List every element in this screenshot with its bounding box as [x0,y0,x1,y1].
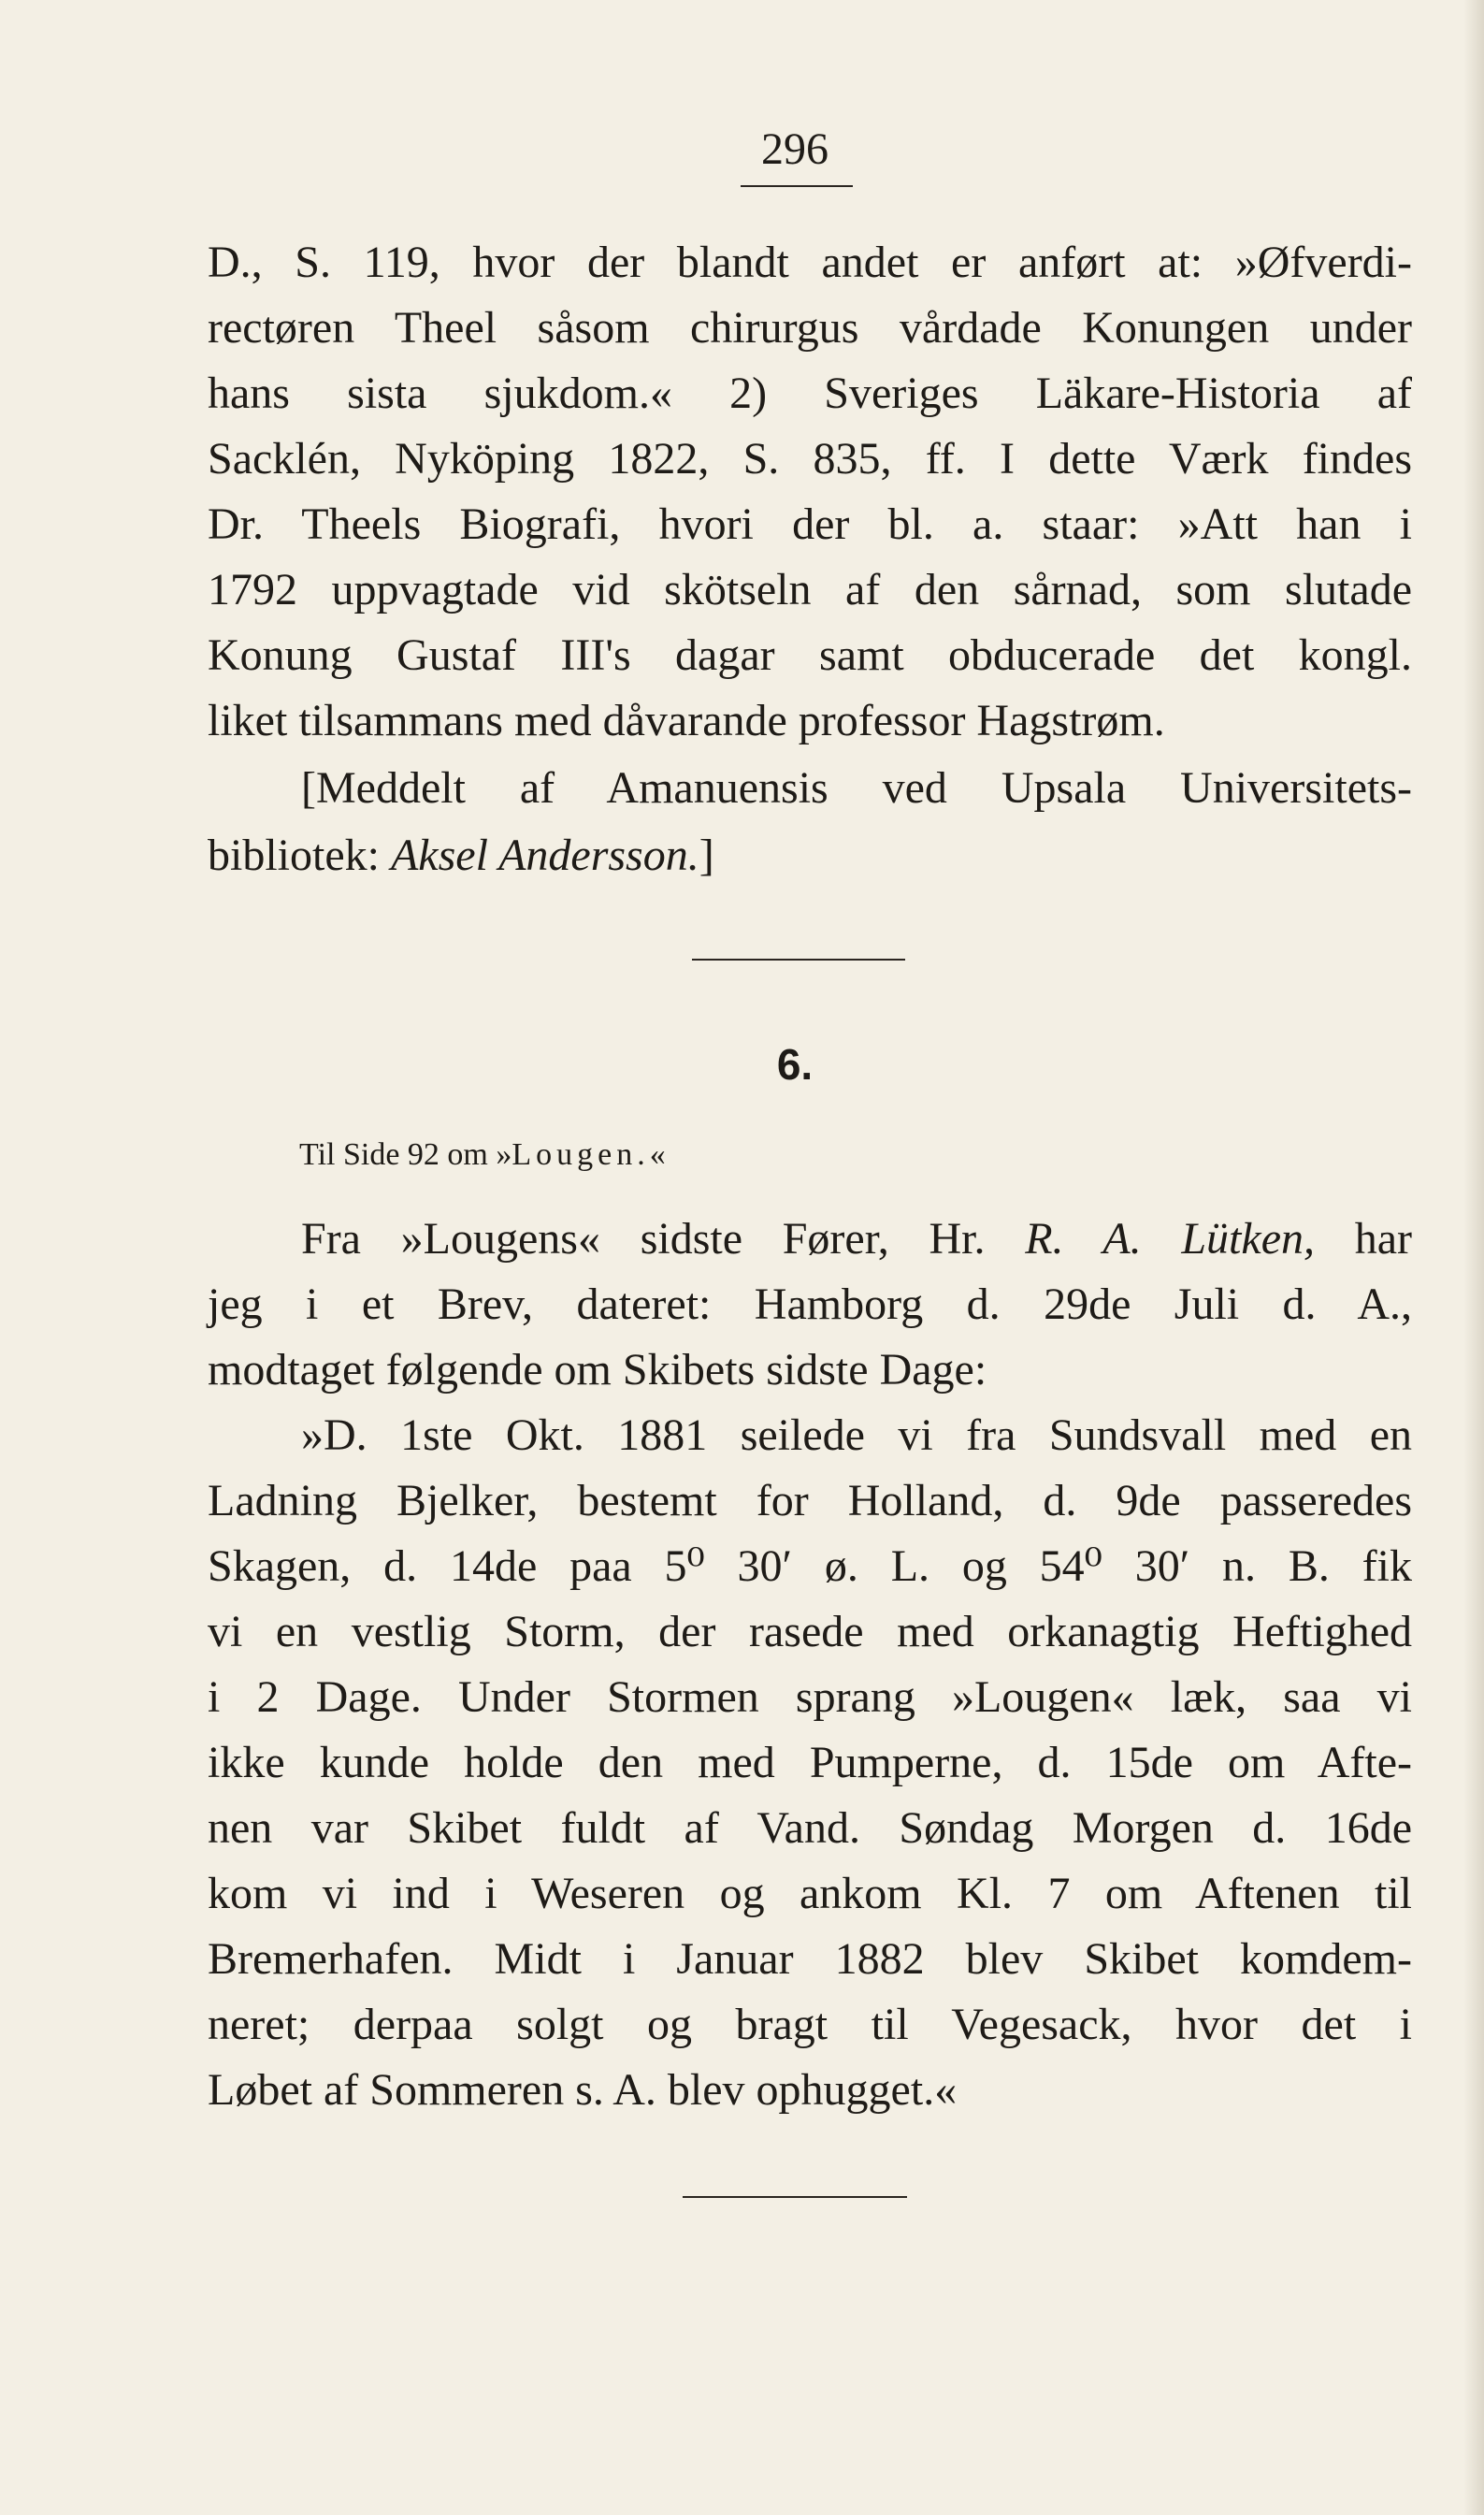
subheading-suffix: « [649,1137,666,1172]
letter-line-4: vi en vestlig Storm, der rasede med orkanagtig Heftighed [208,1607,1412,1656]
letter-line-6: ikke kunde holde den med Pumperne, d. 15de om Afte- [208,1738,1412,1787]
subheading [299,1132,666,1178]
paragraph-1-line-8: liket tilsammans med dåvarande professor Hagstrøm. [208,696,1165,745]
section-divider [692,959,905,961]
end-divider [683,2196,907,2198]
credit-name: Aksel Andersson. [390,831,699,880]
page-number: 296 [761,124,828,174]
letter-line-10: neret; derpaa solgt og bragt til Vegesack, hvor det i [208,2000,1412,2049]
paragraph-1-line-5: Dr. Theels Biografi, hvori der bl. a. staar: »Att han i [208,499,1412,549]
subheading-prefix: Til Side 92 om » [299,1137,512,1172]
paragraph-3-suffix: har [1315,1214,1413,1264]
paragraph-3-prefix: Fra »Lougens« sidste Fører, Hr. [301,1214,1026,1264]
subheading-ship-name: Lougen. [511,1137,650,1172]
letter-line-9: Bremerhafen. Midt i Januar 1882 blev Skibet komdem- [208,1934,1412,1984]
letter-line-1: »D. 1ste Okt. 1881 seilede vi fra Sundsvall med en [301,1410,1412,1460]
page-number-underline [741,185,853,187]
letter-line-11: Løbet af Sommeren s. A. blev ophugget.« [208,2065,958,2115]
credit-line-1: [Meddelt af Amanuensis ved Upsala Universitets- [301,763,1412,813]
credit-line-2 [208,823,1412,889]
credit-suffix: ] [699,831,714,880]
page-edge-shadow [1463,0,1484,2515]
letter-line-3: Skagen, d. 14de paa 5⁰ 30′ ø. L. og 54⁰ 30′ n. B. fik [208,1541,1412,1591]
paragraph-1-line-1: D., S. 119, hvor der blandt andet er anført at: »Øfverdi- [208,238,1412,287]
credit-prefix: bibliotek: [208,831,391,880]
paragraph-1-line-6: 1792 uppvagtade vid skötseln af den sårnad, som slutade [208,565,1412,614]
paragraph-3-line-2: jeg i et Brev, dateret: Hamborg d. 29de Juli d. A., [208,1279,1412,1329]
paragraph-1-line-4: Sacklén, Nyköping 1822, S. 835, ff. I dette Værk findes [208,434,1412,484]
letter-line-8: kom vi ind i Weseren og ankom Kl. 7 om Aftenen til [208,1869,1412,1918]
letter-line-7: nen var Skibet fuldt af Vand. Søndag Morgen d. 16de [208,1803,1412,1853]
letter-line-2: Ladning Bjelker, bestemt for Holland, d. 9de passeredes [208,1476,1412,1525]
paragraph-1-line-3: hans sista sjukdom.« 2) Sveriges Läkare-Historia af [208,369,1412,418]
paragraph-3-line-1 [208,1207,1412,1272]
section-number: 6. [776,1040,814,1089]
paragraph-3-line-3: modtaget følgende om Skibets sidste Dage: [208,1345,987,1395]
captain-name: R. A. Lütken, [1025,1214,1316,1264]
paragraph-1-line-2: rectøren Theel såsom chirurgus vårdade Konungen under [208,303,1412,353]
letter-line-5: i 2 Dage. Under Stormen sprang »Lougen« læk, saa vi [208,1672,1412,1722]
paragraph-1-line-7: Konung Gustaf III's dagar samt obducerade det kongl. [208,630,1412,680]
